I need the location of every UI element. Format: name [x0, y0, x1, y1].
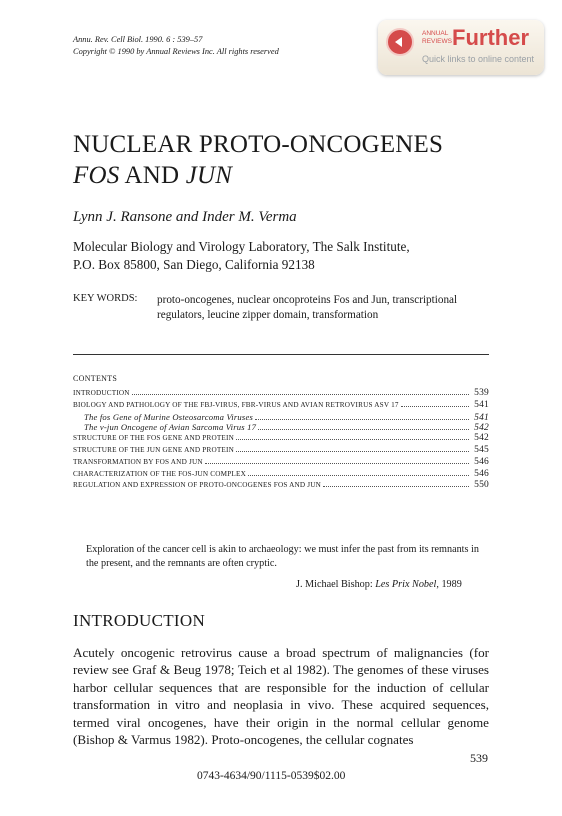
toc-entry — [73, 412, 489, 423]
toc-leader-dots — [258, 429, 469, 430]
toc-entry — [73, 433, 489, 445]
toc-leader-dots — [236, 439, 469, 440]
body-paragraph: Acutely oncogenic retrovirus cause a broad spectrum of malignancies (for review see Graf & Beug 1978; Teich et al 1982). The genomes of these viruses harbor cellular sequences that are responsible for the induction of cellular transformation in vitro and neoplasia in vivo. These acquired sequences, termed viral oncogenes, have their origin in the normal cellular genome (Bishop & Varmus 1982). Proto-oncogenes, the cellular cognates — [73, 645, 489, 748]
further-label: Further — [452, 25, 529, 50]
toc-entry-page: 541 — [474, 399, 489, 410]
copyright-notice: Copyright © 1990 by Annual Reviews Inc. All rights reserved — [73, 46, 279, 56]
epigraph-attribution: J. Michael Bishop: Les Prix Nobel, 1989 — [296, 579, 462, 590]
footer-code: 0743-4634/90/1115-0539$02.00 — [197, 770, 346, 782]
toc-leader-dots — [236, 451, 469, 452]
toc-entry — [73, 469, 489, 481]
toc-entry-label: The fos Gene of Murine Osteosarcoma Viruses — [84, 411, 253, 422]
contents-heading: CONTENTS — [73, 374, 118, 383]
toc-leader-dots — [132, 394, 469, 395]
annual-reviews-logo-text: ANNUAL REVIEWS — [422, 30, 452, 45]
toc-entry-label: BIOLOGY AND PATHOLOGY OF THE FBJ-VIRUS, FBR-VIRUS AND AVIAN RETROVIRUS ASV 17 — [73, 400, 399, 409]
toc-entry-label: The v-jun Oncogene of Avian Sarcoma Virus 17 — [84, 422, 257, 433]
toc-entry-page: 546 — [474, 456, 489, 467]
title-line-1: NUCLEAR PROTO-ONCOGENES — [73, 131, 444, 158]
table-of-contents — [73, 388, 489, 492]
further-link-badge[interactable] — [378, 20, 544, 75]
play-back-icon — [386, 28, 414, 56]
further-subtitle: Quick links to online content — [422, 54, 535, 64]
toc-entry — [73, 400, 489, 412]
toc-leader-dots — [323, 486, 469, 487]
toc-entry — [73, 457, 489, 469]
toc-leader-dots — [248, 475, 469, 476]
epigraph-quote: Exploration of the cancer cell is akin to archaeology: we must infer the past from its remnants in the present, and the remnants are often cryptic. — [86, 544, 479, 569]
divider — [73, 354, 489, 355]
toc-leader-dots — [255, 419, 469, 420]
keywords-label: KEY WORDS: — [73, 293, 138, 304]
toc-entry — [73, 422, 489, 433]
toc-entry-label: INTRODUCTION — [73, 389, 130, 397]
toc-entry-label: STRUCTURE OF THE FOS GENE AND PROTEIN — [73, 434, 235, 443]
toc-entry-page: 545 — [474, 444, 489, 455]
toc-entry — [73, 445, 489, 457]
toc-entry-page: 542 — [474, 433, 489, 444]
keywords-text: proto-oncogenes, nuclear oncoproteins Fos and Jun, transcriptional regulators, leucine zipper domain, transformation — [157, 294, 458, 321]
toc-entry — [73, 480, 489, 492]
authors: Lynn J. Ransone and Inder M. Verma — [73, 209, 297, 225]
journal-header — [73, 34, 279, 57]
journal-citation: Annu. Rev. Cell Biol. 1990. 6 : 539–57 — [73, 35, 203, 44]
toc-entry-label: CHARACTERIZATION OF THE FOS-JUN COMPLEX — [73, 469, 246, 478]
section-heading: INTRODUCTION — [73, 611, 206, 630]
toc-entry-label: TRANSFORMATION BY FOS AND JUN — [73, 457, 203, 466]
title-line-2: FOS AND JUN — [73, 162, 233, 189]
article-title — [73, 129, 443, 191]
toc-entry-page: 542 — [474, 423, 489, 434]
toc-entry-page: 546 — [474, 468, 489, 479]
toc-entry-page: 541 — [474, 412, 489, 423]
toc-leader-dots — [205, 463, 469, 464]
toc-leader-dots — [401, 406, 469, 407]
toc-entry-page: 550 — [474, 480, 489, 491]
affiliation: Molecular Biology and Virology Laboratory, The Salk Institute, P.O. Box 85800, San Diego, California 92138 — [73, 239, 410, 272]
page-number: 539 — [470, 751, 488, 765]
toc-entry-page: 539 — [474, 388, 489, 398]
toc-entry-label: STRUCTURE OF THE JUN GENE AND PROTEIN — [73, 445, 235, 454]
toc-entry — [73, 388, 489, 400]
toc-entry-label: REGULATION AND EXPRESSION OF PROTO-ONCOGENES FOS AND JUN — [73, 481, 322, 490]
